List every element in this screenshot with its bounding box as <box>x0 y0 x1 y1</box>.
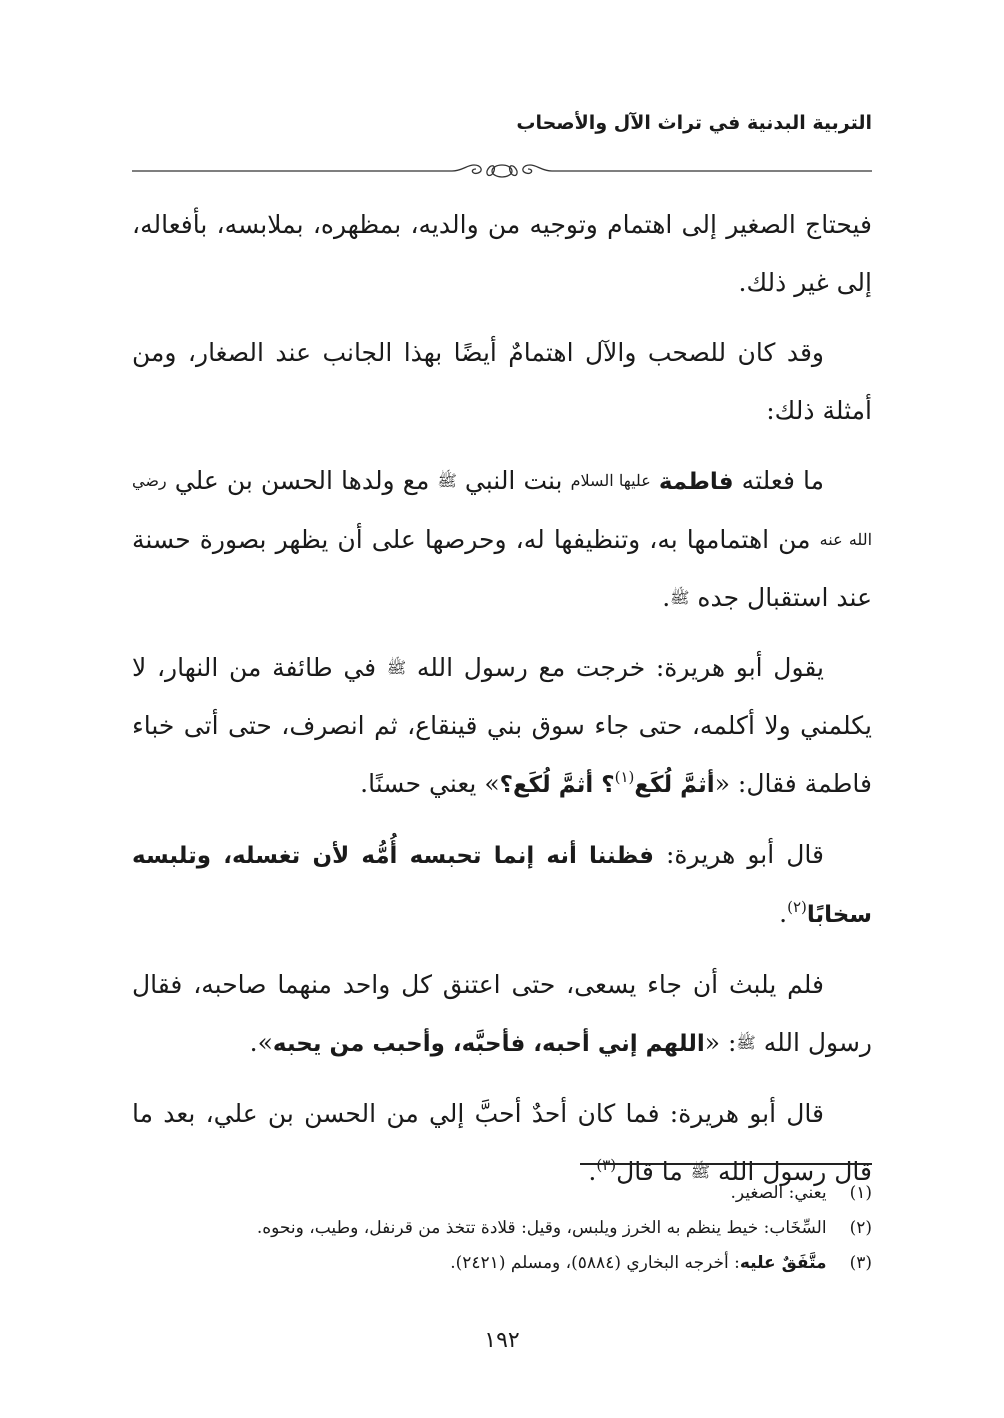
hadith-quote-b: ؟ أثمَّ لُكَع؟ <box>499 772 615 798</box>
p7-text-b: ما قال <box>616 1157 691 1186</box>
p6-text-a: فلم يلبث أن جاء يسعى، حتى اعتنق كل واحد منهما صاحبه، فقال رسول الله <box>132 970 872 1057</box>
header-ornament-rule <box>132 161 872 181</box>
paragraph-4 <box>132 639 872 814</box>
p3-text-a: ما فعلته <box>733 466 824 495</box>
p6-text-b: : « <box>704 1028 737 1057</box>
footnote-text: : أخرجه البخاري (٥٨٨٤)، ومسلم (٢٤٢١). <box>450 1253 740 1273</box>
p4-text-b: في طائفة من النهار، لا يكلمني ولا أكلمه، حتى جاء سوق بني قينقاع، ثم انصرف، حتى أتى خباء فاطمة فقال: « <box>132 653 872 798</box>
running-header: التربية البدنية في تراث الآل والأصحاب <box>516 112 872 134</box>
honorific-saw-icon: ﷺ <box>386 658 407 677</box>
honorific-alayha-icon: عليها السلام <box>570 471 651 490</box>
footnote-number: (١) <box>849 1183 872 1203</box>
hadith-dua: اللهم إني أحبه، فأحبَّه، وأحبب من يحبه <box>272 1031 705 1057</box>
footnote-separator <box>580 1163 872 1165</box>
footnote-text: السِّخَاب: خيط ينظم به الخرز ويلبس، وقيل: قلادة تتخذ من قرنفل، وطيب، ونحوه. <box>256 1218 827 1238</box>
honorific-saw-icon: ﷺ <box>437 471 457 490</box>
p3-text-c: بنت النبي <box>456 466 571 495</box>
footnote-number: (٣) <box>849 1253 872 1273</box>
p3-text-f: . <box>662 583 671 612</box>
ornament-icon <box>452 165 552 177</box>
footnotes <box>132 1176 872 1281</box>
p5-text-a: قال أبو هريرة: <box>653 840 824 869</box>
paragraph-1-text: فيحتاج الصغير إلى اهتمام وتوجيه من والديه، بمظهره، بملابسه، بأفعاله، إلى غير ذلك. <box>132 210 872 297</box>
paragraph-3 <box>132 452 872 627</box>
paragraph-2 <box>132 324 872 440</box>
name-fatima: فاطمة <box>658 469 734 495</box>
footnote-1 <box>132 1176 872 1211</box>
p5-text-c: . <box>779 899 788 928</box>
p4-text-e: » يعني حسنًا. <box>360 769 500 798</box>
p6-text-d: ». <box>249 1028 273 1057</box>
hadith-quote-a: أثمَّ لُكَع <box>634 772 715 798</box>
paragraph-2-text: وقد كان للصحب والآل اهتمامٌ أيضًا بهذا الجانب عند الصغار، ومن أمثلة ذلك: <box>132 338 872 425</box>
page-number: ١٩٢ <box>484 1328 520 1353</box>
footnote-text: يعني: الصغير. <box>730 1183 827 1203</box>
footnote-2 <box>132 1211 872 1246</box>
p7-text-c: . <box>588 1157 597 1186</box>
paragraph-1 <box>132 196 872 312</box>
honorific-radiya-icon: رضي الله عنه <box>132 471 873 549</box>
main-text <box>132 196 872 1213</box>
footnote-ref-2[interactable]: (٢) <box>787 898 807 916</box>
p3-text-d: مع ولدها الحسن بن علي <box>166 466 438 495</box>
footnote-ref-3[interactable]: (٣) <box>596 1156 617 1174</box>
p7-text-a: قال أبو هريرة: فما كان أحدٌ أحبَّ إلي من الحسن بن علي، بعد ما قال رسول الله <box>132 1099 872 1186</box>
footnote-bold-label: متَّفَقٌ عليه <box>739 1253 827 1273</box>
footnote-3 <box>132 1246 872 1281</box>
honorific-saw-icon: ﷺ <box>736 1033 756 1052</box>
honorific-saw-icon: ﷺ <box>690 1162 711 1181</box>
p5-bold-text: فظننا أنه إنما تحبسه أُمُّه لأن تغسله، وتلبسه سخابًا <box>132 843 872 928</box>
honorific-saw-icon: ﷺ <box>670 588 690 607</box>
paragraph-5 <box>132 826 872 944</box>
footnote-number: (٢) <box>849 1218 872 1238</box>
paragraph-6 <box>132 956 872 1073</box>
footnote-ref-1[interactable]: (١) <box>614 768 635 786</box>
p3-text-e: من اهتمامها به، وتنظيفها له، وحرصها على أن يظهر بصورة حسنة عند استقبال جده <box>132 525 872 612</box>
p4-text-a: يقول أبو هريرة: خرجت مع رسول الله <box>406 653 824 682</box>
